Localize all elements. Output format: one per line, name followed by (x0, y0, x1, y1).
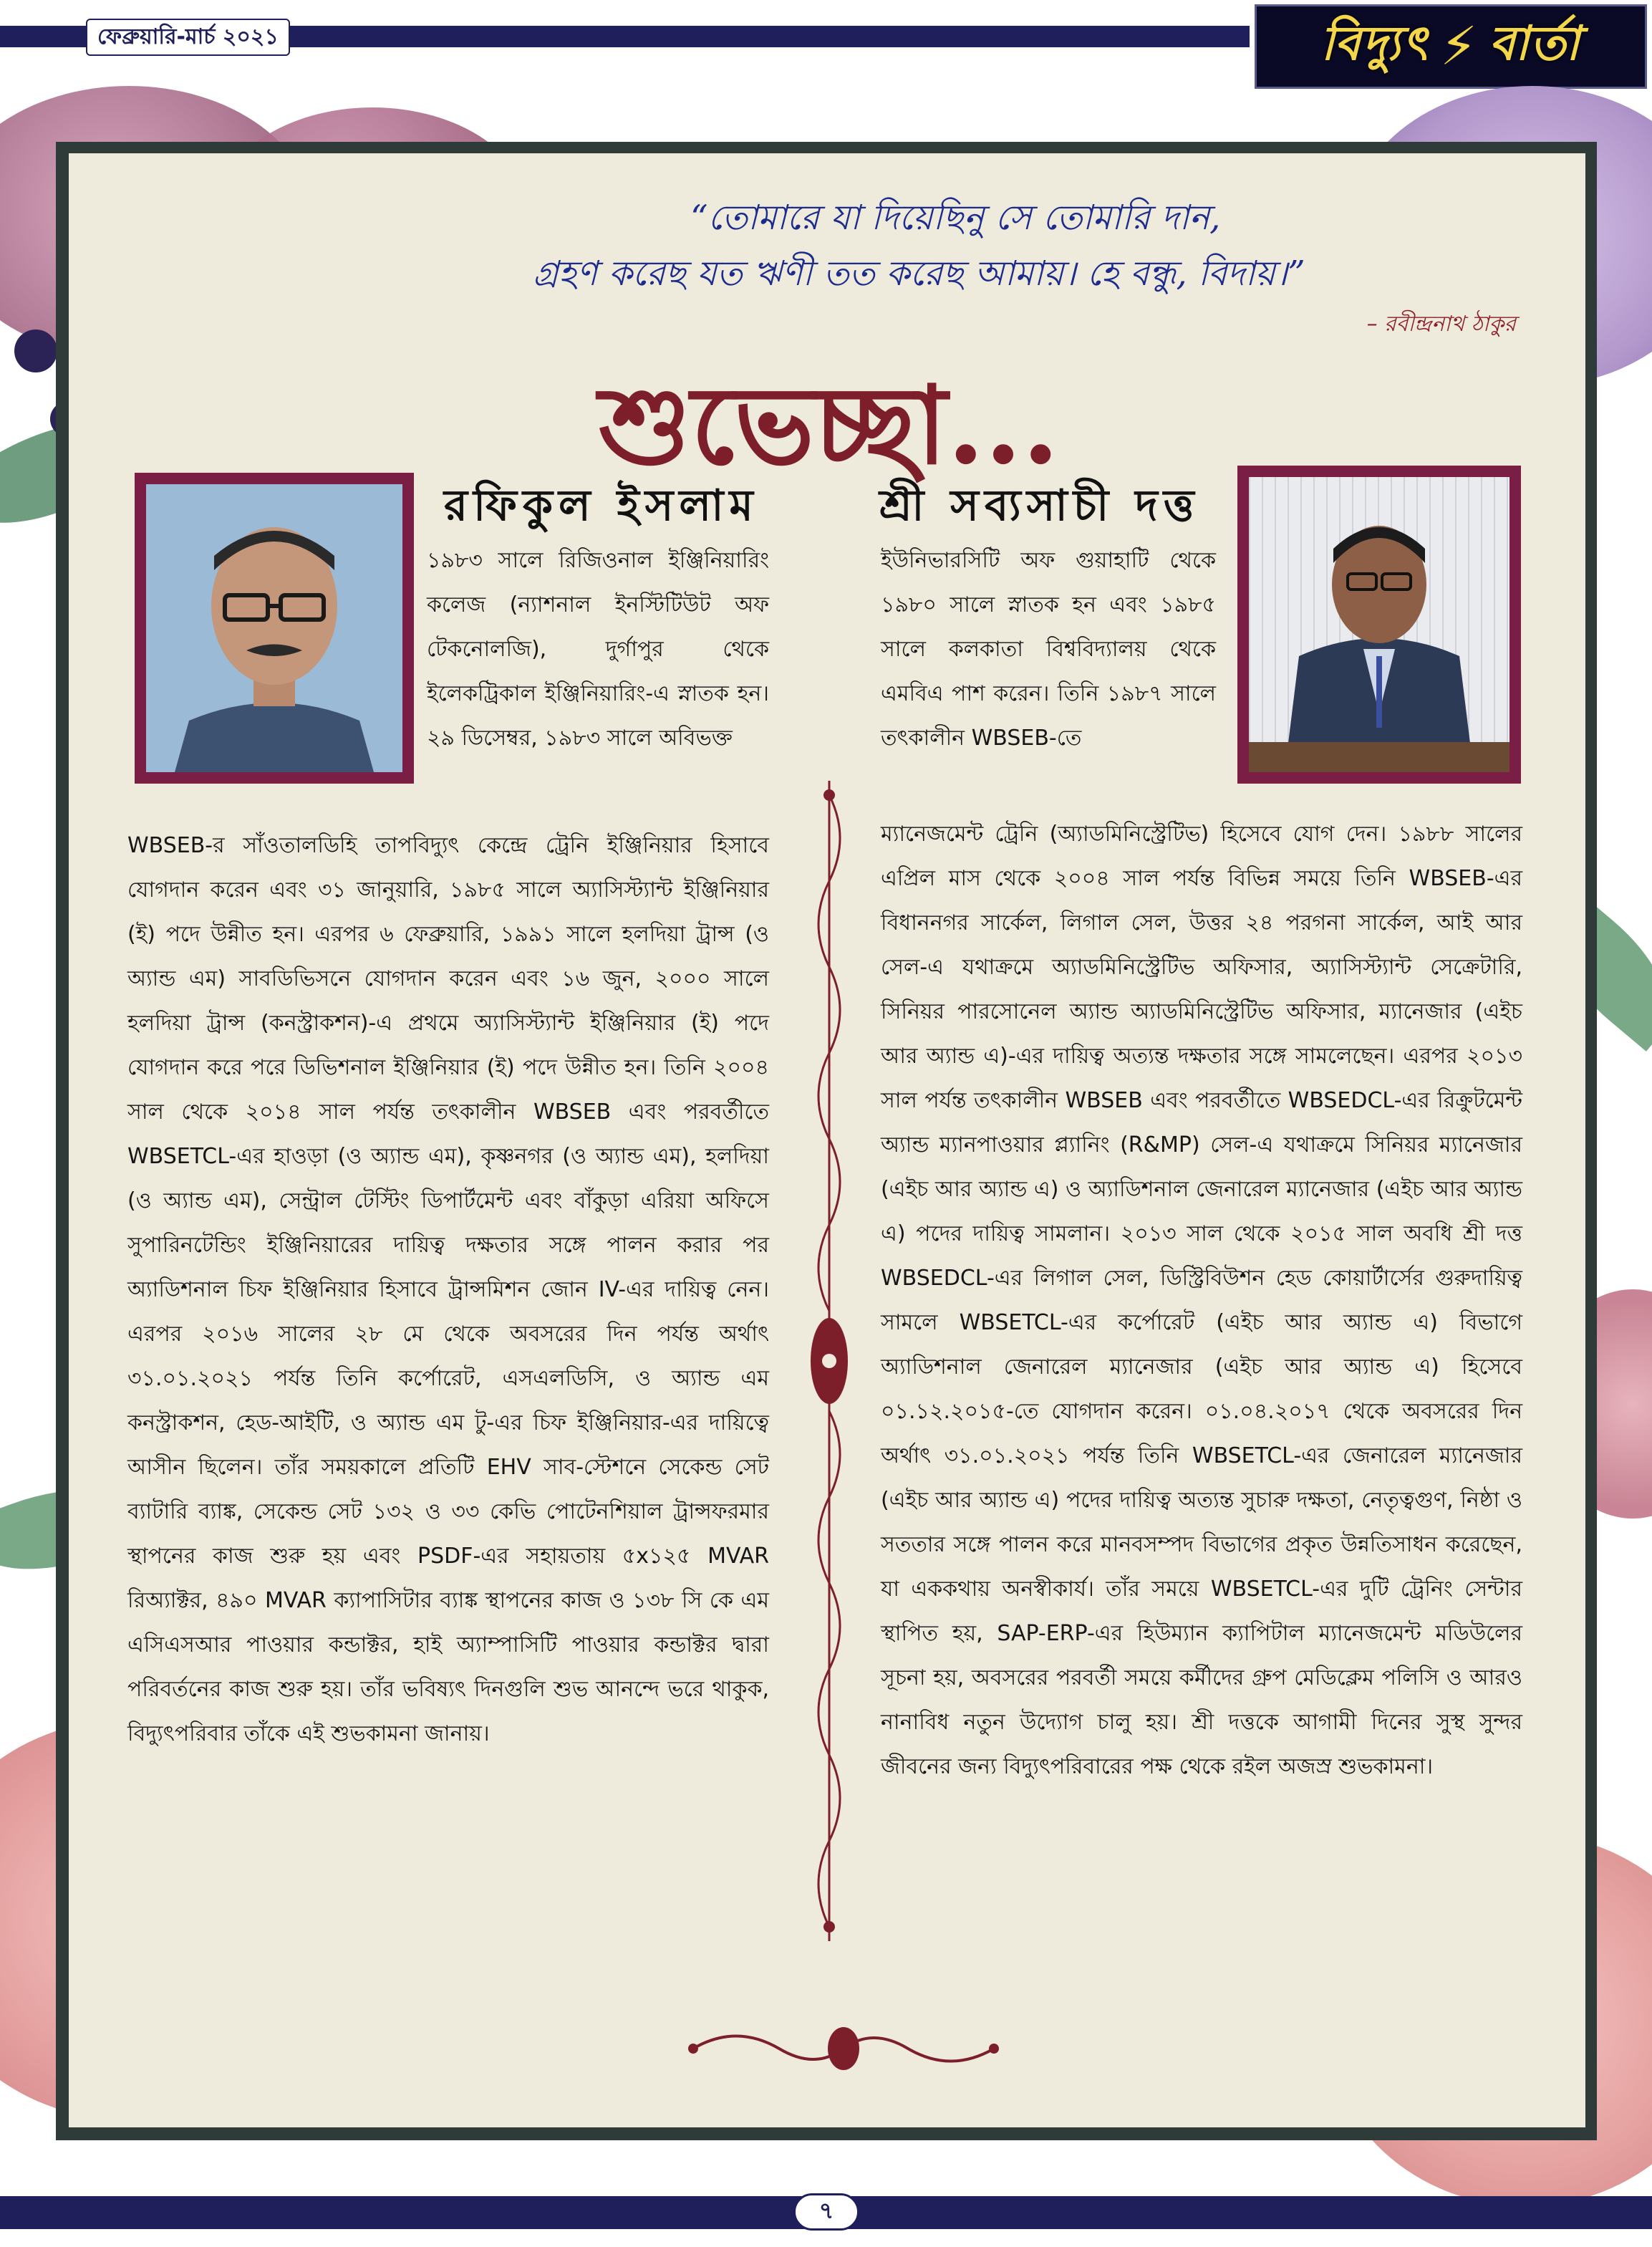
portrait-photo-right (1237, 466, 1521, 784)
page-title: শুভেচ্ছা... (599, 362, 1060, 489)
page-number: ৭ (793, 2193, 859, 2231)
profile-text-left-body: WBSEB-র সাঁওতালডিহি তাপবিদ্যুৎ কেন্দ্রে ট্রেনি ইঞ্জিনিয়ার হিসাবে যোগদান করেন এবং ৩১ জানুয়ারি, ১৯৮৫ সালে অ্যাসিস্ট্যান্ট ইঞ্জিনিয়ার (ই) পদে উন্নীত হন। এরপর ৬ ফেব্রুয়ারি, ১৯৯১ সালে হলদিয়া ট্রান্স (ও অ্যান্ড এম) সাবডিভিসনে যোগদান করেন এবং ১৬ জুন, ২০০০ সালে হলদিয়া ট্রান্স (কনস্ট্রাকশন)-এ প্রথমে অ্যাসিস্ট্যান্ট ইঞ্জিনিয়ার (ই) পদে যোগদান করে পরে ডিভিশনাল ইঞ্জিনিয়ার (ই) পদে উন্নীত হন। তিনি ২০০৪ সাল থেকে ২০১৪ সাল পর্যন্ত তৎকালীন WBSEB এবং পরবর্তীতে WBSETCL-এর হাওড়া (ও অ্যান্ড এম), কৃষ্ণনগর (ও অ্যান্ড এম), হলদিয়া (ও অ্যান্ড এম), সেন্ট্রাল টেস্টিং ডিপার্টমেন্ট এবং বাঁকুড়া এরিয়া অফিসে সুপারিনটেন্ডিং ইঞ্জিনিয়ারের দায়িত্ব দক্ষতার সঙ্গে পালন করার পর অ্যাডিশনাল চিফ ইঞ্জিনিয়ার হিসাবে ট্রান্সমিশন জোন IV-এর দায়িত্ব নেন। এরপর ২০১৬ সালের ২৮ মে থেকে অবসরের দিন পর্যন্ত অর্থাৎ ৩১.০১.২০২১ পর্যন্ত তিনি কর্পোরেট, এসএলডিসি, ও অ্যান্ড এম কনস্ট্রাকশন, হেড-আইটি, ও অ্যান্ড এম টু-এর চিফ ইঞ্জিনিয়ার-এর দায়িত্বে আসীন ছিলেন। তাঁর সময়কালে প্রতিটি EHV সাব-স্টেশনে সেকেন্ড সেট ব্যাটারি ব্যাঙ্ক, সেকেন্ড সেট ১৩২ ও ৩৩ কেভি পোটেনশিয়াল ট্রান্সফরমার স্থাপনের কাজ শুরু হয় এবং PSDF-এর সহায়তায় ৫x১২৫ MVAR রিঅ্যাক্টর, ৪৯০ MVAR ক্যাপাসিটার ব্যাঙ্ক স্থাপনের কাজ ও ১৩৮ সি কে এম এসিএসআর পাওয়ার কন্ডাক্টর, হাই অ্যাম্পাসিটি পাওয়ার কন্ডাক্টর দ্বারা পরিবর্তনের কাজ শুরু হয়। তাঁর ভবিষ্যৎ দিনগুলি শুভ আনন্দে ভরে থাকুক, বিদ্যুৎপরিবার তাঁকে এই শুভকামনা জানায়। (127, 833, 769, 1746)
issue-date: ফেব্রুয়ারি-মার্চ ২০২১ (86, 19, 290, 56)
magazine-logo (1255, 4, 1647, 89)
ornamental-divider (801, 781, 858, 1941)
berry-decoration (14, 329, 57, 372)
quote-line-1: “তোমারে যা দিয়েছিনু সে তোমারি দান, (690, 198, 1221, 238)
profile-text-right-body: ম্যানেজমেন্ট ট্রেনি (অ্যাডমিনিস্ট্রেটিভ) হিসেবে যোগ দেন। ১৯৮৮ সালের এপ্রিল মাস থেকে ২০০৪ সাল পর্যন্ত বিভিন্ন সময়ে তিনি WBSEB-এর বিধাননগর সার্কেল, লিগাল সেল, উত্তর ২৪ পরগনা সার্কেল, আই আর সেল-এ যথাক্রমে অ্যাডমিনিস্ট্রেটিভ অফিসার, অ্যাসিস্ট্যান্ট সেক্রেটারি, সিনিয়র পারসোনেল অ্যান্ড অ্যাডমিনিস্ট্রেটিভ অফিসার, ম্যানেজার (এইচ আর অ্যান্ড এ)-এর দায়িত্ব অত্যন্ত দক্ষতার সঙ্গে সামলেছেন। এরপর ২০১৩ সাল পর্যন্ত তৎকালীন WBSEB এবং পরবর্তীতে WBSEDCL-এর রিক্রুটমেন্ট অ্যান্ড ম্যানপাওয়ার প্ল্যানিং (R&MP) সেল-এ যথাক্রমে সিনিয়র ম্যানেজার (এইচ আর অ্যান্ড এ) ও অ্যাডিশনাল জেনারেল ম্যানেজার (এইচ আর অ্যান্ড এ) পদের দায়িত্ব সামলান। ২০১৩ সাল থেকে ২০১৫ সাল অবধি শ্রী দত্ত WBSEDCL-এর লিগাল সেল, ডিস্ট্রিবিউশন হেড কোয়ার্টার্সের গুরুদায়িত্ব সামলে WBSETCL-এর কর্পোরেট (এইচ আর অ্যান্ড এ) বিভাগে অ্যাডিশনাল জেনারেল ম্যানেজার (এইচ আর অ্যান্ড এ) হিসেবে ০১.১২.২০১৫-তে যোগদান করেন। ০১.০৪.২০১৭ থেকে অবসরের দিন অর্থাৎ ৩১.০১.২০২১ পর্যন্ত তিনি WBSETCL-এর জেনারেল ম্যানেজার (এইচ আর অ্যান্ড এ) পদের দায়িত্ব অত্যন্ত সুচারু দক্ষতা, নেতৃত্বগুণ, নিষ্ঠা ও সততার সঙ্গে পালন করে মানবসম্পদ বিভাগের প্রকৃত উন্নতিসাধন করেছেন, যা এককথায় অনস্বীকার্য। তাঁর সময়ে WBSETCL-এর দুটি ট্রেনিং সেন্টার স্থাপিত হয়, SAP-ERP-এর হিউম্যান ক্যাপিটাল ম্যানেজমেন্ট মডিউলের সূচনা হয়, অবসরের পরবর্তী সময়ে কর্মীদের গ্রুপ মেডিক্লেম পলিসি ও আরও নানাবিধ নতুন উদ্যোগ চালু হয়। শ্রী দত্তকে আগামী দিনের সুস্থ সুন্দর জীবনের জন্য বিদ্যুৎপরিবারের পক্ষ থেকে রইল অজস্র শুভকামনা। (881, 822, 1522, 1779)
logo-word-left: বিদ্যুৎ (1320, 16, 1429, 71)
bottom-ornament (679, 2020, 1008, 2077)
profile-name-right: শ্রী সব্যসাচী দত্ত (879, 481, 1200, 531)
lightning-icon: ⚡ (1440, 16, 1478, 77)
profile-text-right-intro: ইউনিভারসিটি অফ গুয়াহাটি থেকে ১৯৮০ সালে স্নাতক হন এবং ১৯৮৫ সালে কলকাতা বিশ্ববিদ্যালয় থেকে এমবিএ পাশ করেন। তিনি ১৯৮৭ সালে তৎকালীন WBSEB-তে (881, 548, 1216, 751)
profile-name-left: রফিকুল ইসলাম (444, 481, 759, 531)
quote-attribution: – রবীন্দ্রনাথ ঠাকুর (1366, 312, 1516, 337)
quote-line-2: গ্রহণ করেছ যত ঋণী তত করেছ আমায়। হে বন্ধু, বিদায়।” (533, 254, 1305, 294)
portrait-photo-left (135, 473, 414, 784)
profile-text-left-intro: ১৯৮৩ সালে রিজিওনাল ইঞ্জিনিয়ারিং কলেজ (ন্যাশনাল ইনস্টিটিউট অফ টেকনোলজি), দুর্গাপুর থেকে ইলেকট্রিকাল ইঞ্জিনিয়ারিং-এ স্নাতক হন। ২৯ ডিসেম্বর, ১৯৮৩ সালে অবিভক্ত (427, 548, 769, 751)
logo-word-right: বার্তা (1489, 16, 1581, 71)
